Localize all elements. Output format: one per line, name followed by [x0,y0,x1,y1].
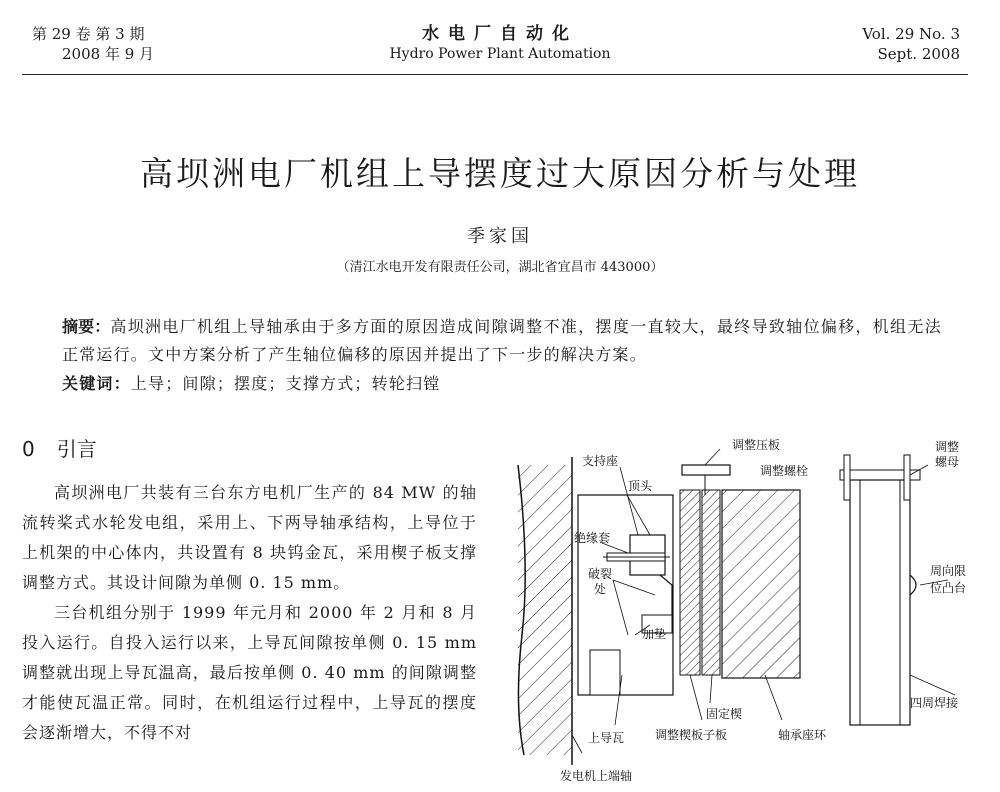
bearing-structure-figure [510,435,990,788]
fixed-wedge [702,490,720,675]
abstract [62,313,942,369]
keywords-text: 上导；间隙；摆度；支撑方式；转轮扫镗 [130,374,441,393]
journal-volume-en [862,24,960,64]
section-heading [22,433,97,462]
label-shim: 加垫 [642,627,667,641]
side-body [850,480,910,725]
volume-issue-en: Vol. 29 No. 3 [862,25,960,43]
volume-issue: 第 29 卷 第 3 期 [32,25,145,43]
label-wedge-plate: 调整楔板子板 [655,728,728,742]
paper-affiliation: （清江水电开发有限责任公司，湖北省宜昌市 443000） [336,260,664,275]
section-body [22,478,477,748]
shaft-section [518,465,572,755]
header-rule [22,74,968,75]
date-en: Sept. 2008 [877,45,960,63]
label-shaft: 发电机上端轴 [560,769,633,783]
paper-author: 季家国 [467,226,533,247]
adjust-plate [682,465,730,475]
section-title: 引言 [56,437,97,461]
label-crack-2: 处 [594,582,607,596]
paper-title: 高坝洲电厂机组上导摆度过大原因分析与处理 [140,154,860,193]
bolt-right [904,455,910,500]
section-number: 0 [22,437,35,461]
label-fixed-wedge: 固定楔 [706,707,743,721]
keywords-label: 关键词： [62,374,131,393]
label-adjust-bolt: 调整螺栓 [760,464,809,478]
bolt-left [844,455,850,500]
abstract-text: 高坝洲电厂机组上导轴承由于多方面的原因造成间隙调整不准，摆度一直较大，最终导致轴位偏移，机组无法正常运行。文中方案分析了产生轴位偏移的原因并提出了下一步的解决方案。 [62,317,942,364]
label-adjust-plate: 调整压板 [732,438,781,452]
paragraph-2: 三台机组分别于 1999 年元月和 2000 年 2 月和 8 月投入运行。自投入运行以来，上导瓦间隙按单侧 0. 15 mm 调整就出现上导瓦温高，最后按单侧 0. 40 mm 的间隙调整才能使瓦温正常。同时，在机组运行过程中，上导瓦的摆度会逐渐增大，不得不对 [22,603,477,742]
abstract-label: 摘要： [62,317,111,336]
date-cn: 2008 年 9 月 [62,45,155,63]
keywords [62,371,440,394]
label-bearing-ring: 轴承座环 [778,728,827,742]
label-top-head: 顶头 [628,479,653,493]
label-adjust-nut-2: 螺母 [935,455,960,469]
paragraph-1: 高坝洲电厂共装有三台东方电机厂生产的 84 MW 的轴流转桨式水轮发电组，采用上、下两导轴承结构，上导位于上机架的中心体内，共设置有 8 块钨金瓦，采用楔子板支撑调整方式。其设计间隙为单侧 0. 15 mm。 [22,483,477,592]
bearing-seat-ring [722,490,800,678]
label-insulation: 绝缘套 [574,531,611,545]
pad-slot [590,650,620,695]
label-stopper-1: 周向限 [930,564,967,578]
label-upper-pad: 上导瓦 [588,731,625,745]
journal-name [300,24,700,64]
label-adjust-nut-1: 调整 [935,440,960,454]
label-support-seat: 支持座 [582,454,619,468]
label-weld: 四周焊接 [910,696,959,710]
bearing-diagram [510,435,990,788]
stopper-boss [910,575,916,595]
label-crack-1: 破裂 [588,567,613,581]
journal-name-en: Hydro Power Plant Automation [389,46,611,62]
journal-name-cn: 水电厂自动化 [422,24,578,44]
adjust-wedge-plate [680,490,700,675]
label-stopper-2: 位凸台 [930,581,967,595]
journal-volume-info [32,24,154,64]
